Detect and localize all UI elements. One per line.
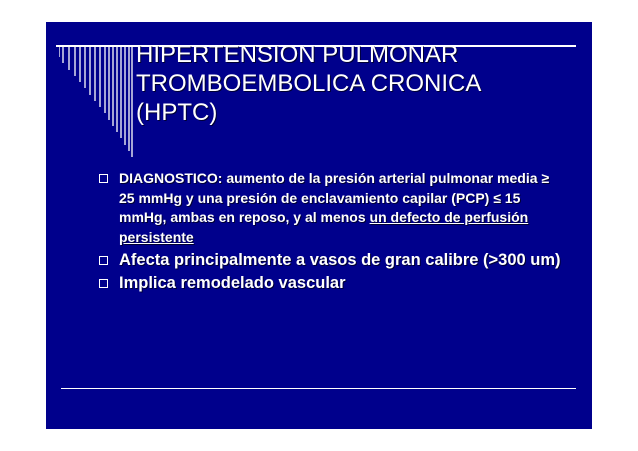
bullet-text-implica: Implica remodelado vascular [119, 274, 346, 292]
title-line-3: (HPTC) [136, 99, 218, 126]
bullet-afecta [96, 249, 566, 271]
bottom-rule [61, 388, 576, 389]
bullet-implica [96, 272, 566, 294]
square-bullet-icon [99, 174, 108, 183]
bullet-diagnostico [96, 169, 566, 247]
bullet-list [96, 169, 566, 294]
title-line-1: HIPERTENSION PULMONAR [136, 41, 459, 68]
square-bullet-icon [99, 256, 108, 265]
bullet-text-diagnostico: DIAGNOSTICO: aumento de la presión arterial pulmonar media ≥ 25 mmHg y una presión de enclavamiento capilar (PCP) ≤ 15 mmHg, ambas en reposo, y al menos [119, 170, 550, 225]
bullet-text-afecta: Afecta principalmente a vasos de gran calibre (>300 um) [119, 251, 561, 269]
title-line-2: TROMBOEMBOLICA CRONICA [136, 70, 482, 97]
bullet-underlined-perfusion: un defecto de perfusión persistente [119, 209, 529, 245]
decorative-stripes [59, 45, 133, 157]
slide [46, 22, 592, 429]
square-bullet-icon [99, 279, 108, 288]
slide-title [136, 40, 576, 127]
